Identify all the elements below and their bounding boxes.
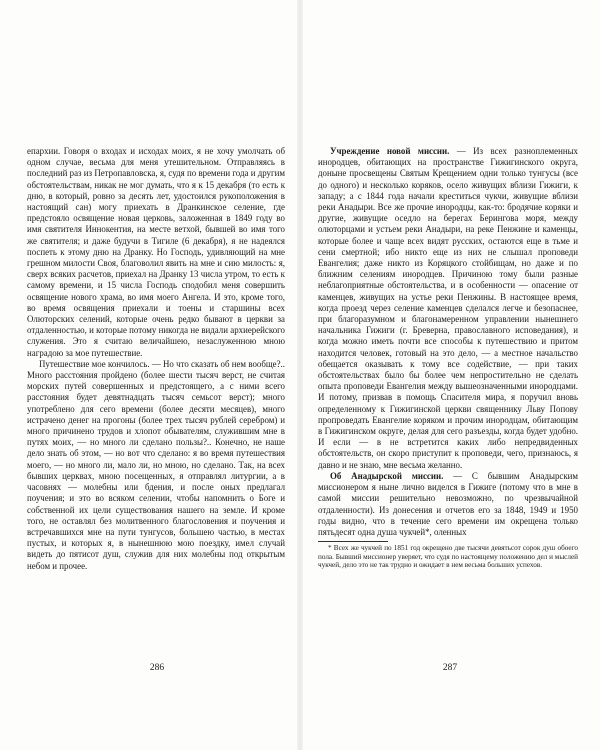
left-paragraph-2: Путешествие мое кончилось. — Но что сказать об нем вообще?.. Много расстояния пройдено (более шести тысяч верст, не считая морских путей совершенных и предстоящего, а с ними всего расстояния будет девятнадцать тысяч семьсот верст); много употреблено для сего времени (более десяти месяцев), много истрачено денег на прогоны (более трех тысяч рублей серебром) и много причинено трудов и хлопот обывателям, служившим мне в путях моих, — но много ли сделано пользы?.. Конечно, не наше дело знать об этом, — но вот что сделано: я во время путешествия моего, — но много ли, мало ли, но мною, но сделано. Так, на всех бывших церквах, мною посещенных, я отправлял литургии, а в часовнях — молебны или бдения, и после оных предлагал поучения; и это во всяком селении, чтобы напомнить о Боге и собственной их цели существования нашего на земле. И кроме того, не оставлял без молитвенного благословения и поучения и встречавшихся мне на пути тунгусов, большею частью, в местах пустых, и которых я, в нынешнюю мою поездку, имел случай видеть до пятисот душ, служив для них молебны под открытым небом и прочее. <box>27 358 285 571</box>
section-heading-new-mission: Учреждение новой миссии. <box>330 146 450 156</box>
book-gutter <box>297 0 303 750</box>
right-paragraph-1 <box>318 146 578 471</box>
right-paragraph-2 <box>318 471 578 538</box>
section-heading-anadyr-mission: Об Анадырской миссии. <box>330 470 444 481</box>
page-number-right: 287 <box>442 663 458 673</box>
left-page <box>27 146 285 572</box>
right-paragraph-1-text: — Из всех разноплеменных инородцев, обитающих на пространстве Гижигинского округа, доныне просвещены Святым Крещением одни только тунгусы (все до одного) и несколько коряков, осело живущих вблизи Гижиги, к западу; а с 1844 года начали креститься чукчи, живущие вблизи реки Анадыри. Все же прочие инородцы, как-то: бродячие коряки и другие, живущие оседло на берегах Берингова моря, между олюторцами и устьем реки Анадыри, на реке Пенжине и каменцы, которые более и чаще всех видят русских, остаются еще в тьме и сени смертной; ибо никто еще из них не слышал проповеди Евангелия; даже никто из Коряцкого стойбищам, но даже и по ближним селениям инородцев. Причиною тому были разные неблагоприятные обстоятельства, и в особенности — опасение от каменцев, живущих на устье реки Пенжины. В настоящее время, когда проезд через селение каменцев сделался легче и безопаснее, при благоразумном и благонамеренном управлении нынешнего начальника Гижиги (г. Бреверна, православного исповедания), и когда можно иметь почти все способы к путешествию и притом находится человек, готовый на это дело, — а местное начальство обещается оказывать к тому все содействие, — при таких обстоятельствах было бы более чем непростительно не сделать опыта проповеди Евангелия между вышеозначенными инородцами. И потому, призвав в помощь Спасителя мира, я поручил вновь определенному к Гижигинской церкви священнику Льву Попову пропроведать Евангелие коряком и прочим инородцам, обитающим в Гижигинском округе, делая для сего разъезды, когда будет удобно. И если — в не встретится каких либо непредвиденных обстоятельств, он скоро приступит к проповеди, чего, признаюсь, я давно и не знаю, мне весьма желанно. <box>318 146 578 470</box>
right-page <box>318 146 578 570</box>
left-paragraph-1: епархии. Говоря о входах и исходах моих, я не хочу умолчать об одном случае, весьма для меня утешительном. Отправляясь в последний раз из Петропавловска, я, судя по времени года и другим обстоятельствам, никак не мог думать, что я к 15 декабря (то есть к дню, в который, ровно за десять лет, удостоился рукоположения в настоящий сан) могу приехать в Дранкинское селение, где предстояло освящение новая церковь, заложенная в 1849 году во имя святителя Иннокентия, на месте ветхой, бывшей во имя того же святителя; и даже будучи в Тигиле (6 декабря), я не надеялся поспеть к этому дню на Дранку. Но Господь, удивляющий на мне грешном милости Своя, благоволил явить на мне и сию милость: я, сверх всяких расчетов, приехал на Дранку 13 числа утром, то есть к самому времени, и 15 числа Господь сподобил меня совершить освящение нового храма, во имя моего Ангела. И это, кроме того, во время освящения приехали и тоены и старшины всех Олюторских селений, которые очень редко бывают в церкви за отдаленностью, и которые потому никогда не видали архиерейского служения. Это я считаю величайшею, незаслуженною мною наградою за мое путешествие. <box>27 146 285 358</box>
page-number-left: 286 <box>149 663 165 673</box>
footnote-rule <box>318 541 388 542</box>
footnote: * Всех же чукчей по 1851 год окрещено две тысячи девятьсот сорок душ обоего пола. Бывший миссионер уверяет, что судя по настоящему положению дел и мыслей чукчей, дело это не так трудно и ожидает в нем весьма больших успехов. <box>318 544 578 570</box>
right-paragraph-2-text: — С бывшим Анадырским миссионером я ныне лично виделся в Гижиге (потому что в мне в самой миссии решительно невозможно, по чрезвычайной отдаленности). Из донесения и отчетов его за 1848, 1949 и 1950 годы видно, что в течение сего времени им окрещена только пятьдесят одна душа чукчей*, оленных <box>318 470 579 537</box>
